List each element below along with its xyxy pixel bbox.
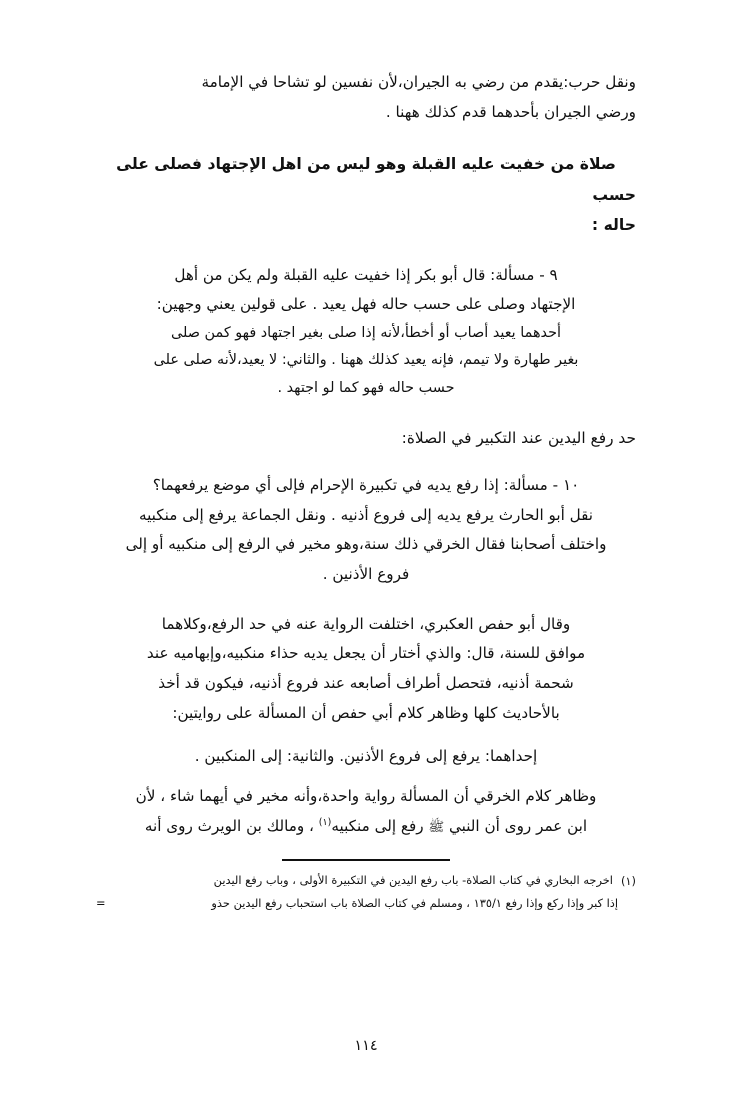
footnote-separator [96, 859, 636, 861]
paragraph-1-line-2: ورضي الجيران بأحدهما قدم كذلك ههنا . [385, 102, 636, 121]
paragraph-4 [96, 742, 636, 772]
footnote-rule [282, 859, 450, 861]
question-10-line-3: واختلف أصحابنا فقال الخرقي ذلك سنة،وهو مخير في الرفع إلى منكبيه أو إلى [125, 535, 607, 554]
footnote-1-line-2: إذا كبر وإذا ركع وإذا رفع ١٣٥/١ ، ومسلم في كتاب الصلاة باب استحباب رفع اليدين حذو [211, 896, 618, 911]
section-heading-1-line-1: صلاة من خفيت عليه القبلة وهو ليس من اهل الإجتهاد فصلى على حسب [116, 155, 636, 204]
paragraph-3-line-1: وقال أبو حفص العكبري، اختلفت الرواية عنه في حد الرفع،وكلاهما [161, 614, 571, 633]
paragraph-5-line-2 [96, 812, 636, 842]
paragraph-1 [96, 68, 636, 127]
paragraph-5-line-2-before: ابن عمر روى أن النبي [444, 816, 588, 835]
footnote-1 [96, 869, 636, 892]
page-number: ١١٤ [354, 1038, 378, 1054]
section-heading-1-line-2: حاله : [591, 216, 636, 235]
sallallahu-alayhi-wasallam-glyph: ﷺ [428, 819, 445, 835]
question-10-line-2: نقل أبو الحارث يرفع يديه إلى فروع أذنيه . ونقل الجماعة يرفع إلى منكبيه [138, 505, 594, 524]
footnote-1-marker: (١) [620, 874, 636, 889]
paragraph-3 [96, 610, 636, 729]
section-heading-2: حد رفع اليدين عند التكبير في الصلاة: [401, 428, 636, 447]
question-9-line-5: حسب حاله فهو كما لو اجتهد . [277, 379, 455, 396]
footnote-1-line-1: اخرجه البخاري في كتاب الصلاة- باب رفع اليدين في التكبيرة الأولى ، وباب رفع اليدين [213, 873, 613, 888]
question-10-line-1: ١٠ - مسألة: إذا رفع يديه في تكبيرة الإحرام فإلى أي موضع يرفعهما؟ [152, 476, 580, 495]
paragraph-5-line-2-tail: ، ومالك بن الويرث روى أنه [144, 816, 319, 835]
question-10 [96, 471, 636, 590]
question-9 [96, 261, 636, 402]
question-9-line-2: الإجتهاد وصلى على حسب حاله فهل يعيد . على قولين يعني وجهين: [156, 295, 576, 314]
paragraph-5-line-1: وظاهر كلام الخرقي أن المسألة رواية واحدة،وأنه مخير في أيهما شاء ، لأن [135, 786, 597, 805]
question-9-line-4: بغير طهارة ولا تيمم، فإنه يعيد كذلك ههنا . والثاني: لا يعيد،لأنه صلى على [153, 352, 579, 369]
footnotes-area [96, 869, 636, 914]
paragraph-4-line-1: إحداهما: يرفع إلى فروع الأذنين. والثانية: إلى المنكبين . [194, 747, 538, 766]
paragraph-5 [96, 782, 636, 841]
section-heading-1 [96, 149, 636, 240]
paragraph-3-line-3: شحمة أذنيه، فتحصل أطراف أصابعه عند فروع أذنيه، فيكون قد أخذ [158, 673, 574, 692]
paragraph-3-line-2: موافق للسنة، قال: والذي أختار أن يجعل يديه حذاء منكبيه،وإبهاميه عند [146, 644, 586, 663]
footnote-1-line-2-row [96, 892, 636, 914]
paragraph-3-line-4: بالأحاديث كلها وظاهر كلام أبي حفص أن المسألة على روايتين: [172, 703, 560, 722]
paragraph-5-line-2-after: رفع إلى منكبيه [331, 816, 429, 835]
question-10-line-4: فروع الأذنين . [322, 565, 410, 584]
question-9-line-1: ٩ - مسألة: قال أبو بكر إذا خفيت عليه القبلة ولم يكن من أهل [174, 265, 558, 284]
paragraph-1-line-1: ونقل حرب:يقدم من رضي به الجيران،لأن نفسين لو تشاحا في الإمامة [201, 73, 636, 91]
footnote-continuation-mark: = [96, 896, 106, 911]
question-9-line-3: أحدهما يعيد أصاب أو أخطأ،لأنه إذا صلى بغير اجتهاد فهو كمن صلى [171, 324, 561, 341]
footnote-reference-1: (١) [318, 816, 332, 828]
